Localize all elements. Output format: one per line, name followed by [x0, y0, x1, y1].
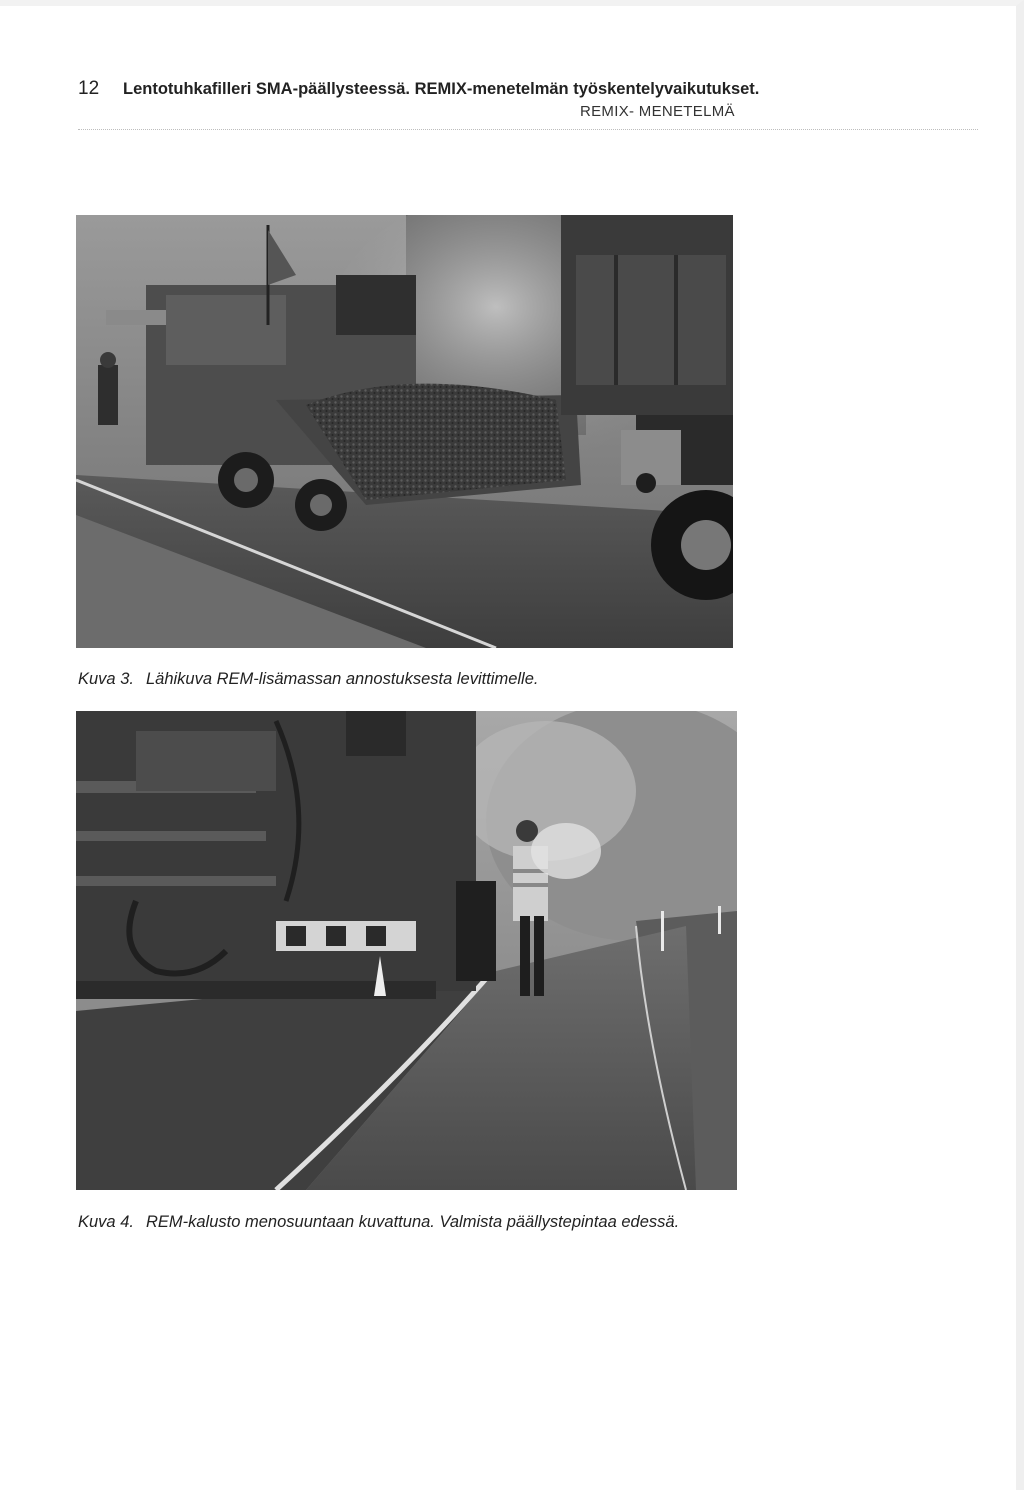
header-divider: [78, 129, 978, 130]
page-number: 12: [78, 78, 100, 99]
figure-3-photo: [76, 215, 733, 648]
figure-4-photo: [76, 711, 737, 1190]
figure-4-caption: [78, 1213, 679, 1232]
running-title: Lentotuhkafilleri SMA-päällysteessä. REMIX-menetelmän työskentelyvaikutukset.: [123, 80, 760, 98]
figure-3-caption: [78, 670, 538, 689]
section-label: REMIX- MENETELMÄ: [580, 103, 735, 120]
figure-4-label: Kuva 4.: [78, 1213, 134, 1231]
figure-4-caption-text: REM-kalusto menosuuntaan kuvattuna. Valmista päällystepintaa edessä.: [145, 1213, 680, 1231]
figure-3-caption-text: Lähikuva REM-lisämassan annostuksesta levittimelle.: [145, 670, 539, 688]
figure-3-label: Kuva 3.: [78, 670, 134, 688]
